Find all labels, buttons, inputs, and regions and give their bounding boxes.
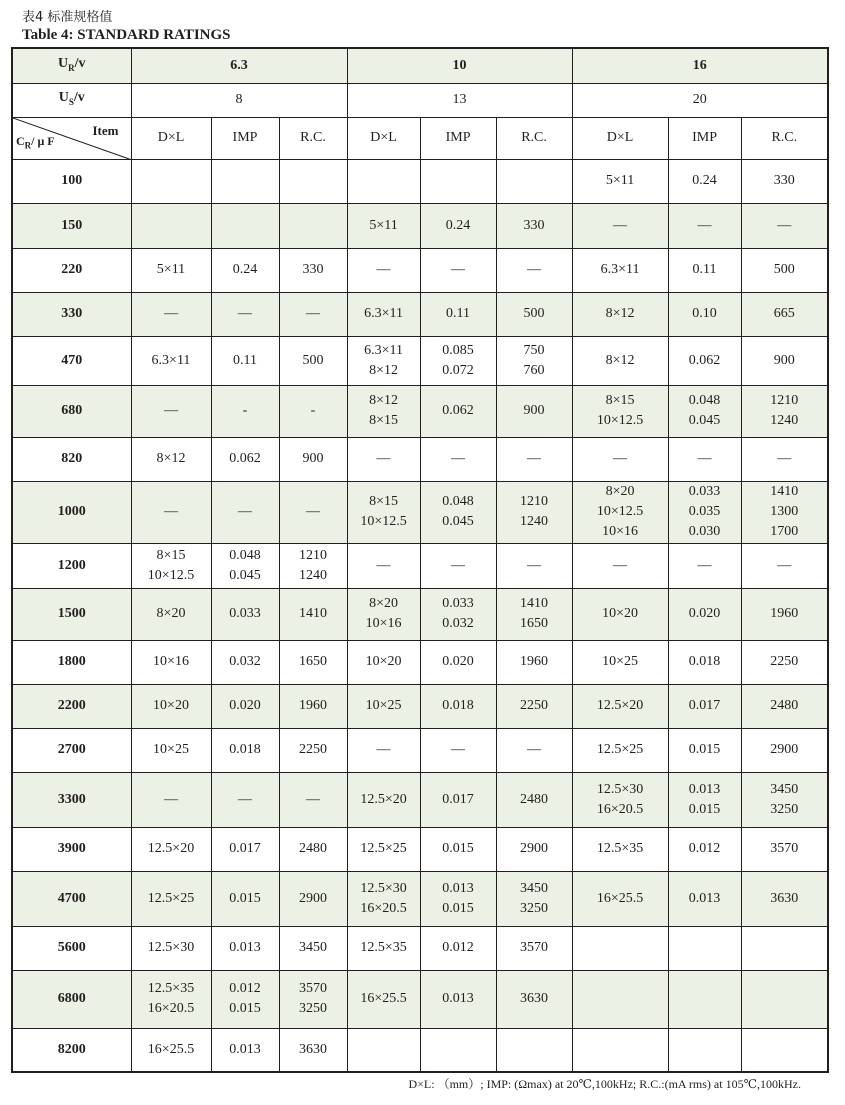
cell-imp-3: 0.013 0.015	[668, 772, 741, 827]
cell-imp-3	[668, 926, 741, 970]
cell-rc-3	[741, 970, 828, 1028]
cell-dxl-3: 10×25	[572, 640, 668, 684]
cell-imp-2: 0.033 0.032	[420, 588, 496, 640]
cell-imp-3: 0.11	[668, 248, 741, 292]
capacitance-value: 470	[12, 336, 131, 385]
cell-imp-2: —	[420, 543, 496, 588]
cell-dxl-2: —	[347, 248, 420, 292]
capacitance-value: 8200	[12, 1028, 131, 1072]
us-label: $U_S/v$	[12, 83, 131, 117]
cell-rc-3: 2250	[741, 640, 828, 684]
cell-rc-1	[279, 159, 347, 203]
col-rc-2: R.C.	[496, 117, 572, 159]
cell-imp-1: —	[211, 481, 279, 543]
cell-dxl-3: —	[572, 543, 668, 588]
table-row	[12, 827, 828, 871]
surge-voltage-row	[12, 83, 828, 117]
cell-rc-2: 900	[496, 385, 572, 437]
cell-imp-3: —	[668, 543, 741, 588]
cell-imp-1	[211, 159, 279, 203]
capacitance-value: 820	[12, 437, 131, 481]
cell-dxl-1: 10×16	[131, 640, 211, 684]
cell-dxl-1: 8×20	[131, 588, 211, 640]
table-row	[12, 926, 828, 970]
cell-dxl-3: 8×15 10×12.5	[572, 385, 668, 437]
cell-dxl-2: —	[347, 543, 420, 588]
cell-rc-2: 3450 3250	[496, 871, 572, 926]
cell-dxl-3: 16×25.5	[572, 871, 668, 926]
cell-rc-3: 1210 1240	[741, 385, 828, 437]
cell-dxl-1: —	[131, 385, 211, 437]
cell-dxl-3: 5×11	[572, 159, 668, 203]
cell-rc-3: 330	[741, 159, 828, 203]
table-row	[12, 437, 828, 481]
col-rc-1: R.C.	[279, 117, 347, 159]
cell-imp-2: 0.24	[420, 203, 496, 248]
cell-dxl-1: 12.5×20	[131, 827, 211, 871]
table-row	[12, 543, 828, 588]
table-row	[12, 1028, 828, 1072]
cell-rc-3	[741, 926, 828, 970]
cell-imp-3: —	[668, 437, 741, 481]
cell-rc-3: —	[741, 437, 828, 481]
capacitance-value: 1000	[12, 481, 131, 543]
cell-rc-3: 900	[741, 336, 828, 385]
caption-english: Table 4: STANDARD RATINGS	[22, 27, 231, 43]
cell-imp-1: 0.24	[211, 248, 279, 292]
cell-dxl-2: 12.5×25	[347, 827, 420, 871]
cell-imp-1: -	[211, 385, 279, 437]
cell-rc-2: 2900	[496, 827, 572, 871]
cell-imp-3: 0.020	[668, 588, 741, 640]
cell-imp-2: —	[420, 728, 496, 772]
cell-rc-3: 1960	[741, 588, 828, 640]
capacitance-value: 3900	[12, 827, 131, 871]
cell-imp-1: 0.012 0.015	[211, 970, 279, 1028]
cell-rc-3: 665	[741, 292, 828, 336]
cell-rc-1: 1960	[279, 684, 347, 728]
cell-rc-1: 1410	[279, 588, 347, 640]
cell-dxl-2: 12.5×35	[347, 926, 420, 970]
col-imp-3: IMP	[668, 117, 741, 159]
cell-imp-1: 0.11	[211, 336, 279, 385]
cell-dxl-3: 10×20	[572, 588, 668, 640]
cell-imp-2: 0.013	[420, 970, 496, 1028]
cell-dxl-3	[572, 1028, 668, 1072]
cell-imp-3: 0.10	[668, 292, 741, 336]
cell-rc-2: 750 760	[496, 336, 572, 385]
cell-dxl-1: 8×15 10×12.5	[131, 543, 211, 588]
footnote: D×L: （mm）; IMP: (Ωmax) at 20℃,100kHz; R.C.:(mA rms) at 105℃,100kHz.	[408, 1077, 801, 1091]
cell-dxl-3: 12.5×20	[572, 684, 668, 728]
cell-rc-2: 3570	[496, 926, 572, 970]
cell-dxl-1: —	[131, 772, 211, 827]
cell-imp-1: —	[211, 292, 279, 336]
capacitance-value: 1200	[12, 543, 131, 588]
cell-dxl-3: 12.5×30 16×20.5	[572, 772, 668, 827]
cell-dxl-1: 10×20	[131, 684, 211, 728]
cell-imp-2: 0.11	[420, 292, 496, 336]
cell-rc-3: 500	[741, 248, 828, 292]
cell-rc-1: -	[279, 385, 347, 437]
cell-rc-1	[279, 203, 347, 248]
cell-imp-1: —	[211, 772, 279, 827]
cell-rc-1: 3450	[279, 926, 347, 970]
cell-imp-1: 0.018	[211, 728, 279, 772]
cell-dxl-3: —	[572, 437, 668, 481]
us-value-3: 20	[572, 83, 828, 117]
cell-dxl-2: 8×15 10×12.5	[347, 481, 420, 543]
cell-rc-2: 500	[496, 292, 572, 336]
table-row	[12, 385, 828, 437]
table-row	[12, 772, 828, 827]
cell-dxl-3: 8×12	[572, 336, 668, 385]
cell-rc-3	[741, 1028, 828, 1072]
cell-rc-3: 3630	[741, 871, 828, 926]
cell-rc-1: —	[279, 292, 347, 336]
cell-dxl-2	[347, 1028, 420, 1072]
col-dxl-1: D×L	[131, 117, 211, 159]
cell-dxl-2: 12.5×20	[347, 772, 420, 827]
cell-dxl-1: 10×25	[131, 728, 211, 772]
cell-imp-2: 0.062	[420, 385, 496, 437]
cell-dxl-1	[131, 203, 211, 248]
cell-rc-2	[496, 1028, 572, 1072]
cell-rc-3: 2900	[741, 728, 828, 772]
capacitance-value: 4700	[12, 871, 131, 926]
cell-dxl-2: 8×12 8×15	[347, 385, 420, 437]
cell-rc-2: 330	[496, 203, 572, 248]
cell-imp-3: 0.033 0.035 0.030	[668, 481, 741, 543]
cell-rc-3: 3450 3250	[741, 772, 828, 827]
cell-imp-3: 0.017	[668, 684, 741, 728]
cell-dxl-1: 12.5×30	[131, 926, 211, 970]
capacitance-value: 1800	[12, 640, 131, 684]
table-row	[12, 588, 828, 640]
cell-imp-2: 0.012	[420, 926, 496, 970]
cell-dxl-3: 12.5×25	[572, 728, 668, 772]
cr-label: $C_R/$ μ F	[16, 134, 55, 151]
cell-rc-1: 2480	[279, 827, 347, 871]
capacitance-value: 680	[12, 385, 131, 437]
cell-rc-3: 1410 1300 1700	[741, 481, 828, 543]
cell-rc-3: —	[741, 203, 828, 248]
cell-dxl-2	[347, 159, 420, 203]
cell-rc-1: 330	[279, 248, 347, 292]
cell-dxl-3: —	[572, 203, 668, 248]
cell-imp-3	[668, 970, 741, 1028]
cell-dxl-1: 6.3×11	[131, 336, 211, 385]
ur-value-1: 6.3	[131, 48, 347, 83]
capacitance-value: 220	[12, 248, 131, 292]
cell-dxl-1: —	[131, 481, 211, 543]
cell-rc-2: 1410 1650	[496, 588, 572, 640]
cell-rc-2: 1210 1240	[496, 481, 572, 543]
capacitance-value: 2200	[12, 684, 131, 728]
cell-imp-3: 0.013	[668, 871, 741, 926]
cell-imp-2	[420, 1028, 496, 1072]
cell-rc-1: —	[279, 481, 347, 543]
cell-rc-1: —	[279, 772, 347, 827]
cell-dxl-3	[572, 926, 668, 970]
cell-rc-2: —	[496, 543, 572, 588]
cell-rc-3: —	[741, 543, 828, 588]
cell-imp-2: 0.017	[420, 772, 496, 827]
cell-imp-2: —	[420, 248, 496, 292]
table-row	[12, 970, 828, 1028]
cell-dxl-2: —	[347, 437, 420, 481]
cell-imp-1: 0.017	[211, 827, 279, 871]
cell-dxl-2: 6.3×11	[347, 292, 420, 336]
table-row	[12, 159, 828, 203]
us-value-1: 8	[131, 83, 347, 117]
cell-imp-1: 0.020	[211, 684, 279, 728]
col-imp-1: IMP	[211, 117, 279, 159]
cell-imp-3: —	[668, 203, 741, 248]
table-row	[12, 481, 828, 543]
cell-rc-2: —	[496, 437, 572, 481]
ur-value-3: 16	[572, 48, 828, 83]
cell-imp-1: 0.033	[211, 588, 279, 640]
cell-dxl-2: 16×25.5	[347, 970, 420, 1028]
cell-imp-1: 0.013	[211, 1028, 279, 1072]
cell-dxl-3: 6.3×11	[572, 248, 668, 292]
standard-ratings-table	[11, 47, 829, 1073]
cell-dxl-2: 6.3×11 8×12	[347, 336, 420, 385]
cell-dxl-1: 12.5×25	[131, 871, 211, 926]
cell-rc-2: 2250	[496, 684, 572, 728]
table-row	[12, 203, 828, 248]
cell-dxl-1: 12.5×35 16×20.5	[131, 970, 211, 1028]
item-header-row	[12, 117, 828, 159]
capacitance-value: 2700	[12, 728, 131, 772]
cell-dxl-1: —	[131, 292, 211, 336]
table-row	[12, 336, 828, 385]
ur-value-2: 10	[347, 48, 572, 83]
cell-imp-1	[211, 203, 279, 248]
table-row	[12, 728, 828, 772]
cell-rc-1: 900	[279, 437, 347, 481]
table-row	[12, 871, 828, 926]
cell-dxl-2: 8×20 10×16	[347, 588, 420, 640]
cell-imp-2	[420, 159, 496, 203]
cell-rc-2: —	[496, 248, 572, 292]
cell-dxl-3: 8×20 10×12.5 10×16	[572, 481, 668, 543]
cell-rc-1: 3630	[279, 1028, 347, 1072]
cell-rc-3: 2480	[741, 684, 828, 728]
capacitance-value: 330	[12, 292, 131, 336]
cell-imp-1: 0.048 0.045	[211, 543, 279, 588]
ur-label: $U_R/v$	[12, 48, 131, 83]
cell-rc-3: 3570	[741, 827, 828, 871]
cell-dxl-1: 16×25.5	[131, 1028, 211, 1072]
cell-imp-2: 0.085 0.072	[420, 336, 496, 385]
col-dxl-2: D×L	[347, 117, 420, 159]
cell-rc-1: 500	[279, 336, 347, 385]
cell-rc-2: 2480	[496, 772, 572, 827]
cell-imp-3: 0.24	[668, 159, 741, 203]
capacitance-value: 3300	[12, 772, 131, 827]
cell-imp-1: 0.062	[211, 437, 279, 481]
item-label: Item	[92, 122, 119, 138]
item-capacitance-corner	[12, 117, 131, 159]
cell-rc-1: 2250	[279, 728, 347, 772]
cell-dxl-3	[572, 970, 668, 1028]
cell-rc-2	[496, 159, 572, 203]
cell-imp-1: 0.015	[211, 871, 279, 926]
cell-dxl-1: 8×12	[131, 437, 211, 481]
cell-dxl-2: 10×20	[347, 640, 420, 684]
cell-dxl-1: 5×11	[131, 248, 211, 292]
capacitance-value: 150	[12, 203, 131, 248]
cell-imp-3: 0.012	[668, 827, 741, 871]
cell-imp-2: 0.015	[420, 827, 496, 871]
cell-rc-2: 3630	[496, 970, 572, 1028]
cell-imp-2: 0.013 0.015	[420, 871, 496, 926]
capacitance-value: 5600	[12, 926, 131, 970]
cell-imp-2: —	[420, 437, 496, 481]
cell-imp-2: 0.020	[420, 640, 496, 684]
col-rc-3: R.C.	[741, 117, 828, 159]
cell-imp-3	[668, 1028, 741, 1072]
cell-imp-3: 0.015	[668, 728, 741, 772]
capacitance-value: 1500	[12, 588, 131, 640]
cell-imp-1: 0.013	[211, 926, 279, 970]
table-row	[12, 684, 828, 728]
table-row	[12, 640, 828, 684]
cell-rc-2: 1960	[496, 640, 572, 684]
cell-dxl-3: 12.5×35	[572, 827, 668, 871]
cell-dxl-1	[131, 159, 211, 203]
cell-imp-2: 0.018	[420, 684, 496, 728]
cell-rc-1: 1650	[279, 640, 347, 684]
table-row	[12, 292, 828, 336]
cell-dxl-2: 10×25	[347, 684, 420, 728]
cell-imp-1: 0.032	[211, 640, 279, 684]
cell-imp-3: 0.048 0.045	[668, 385, 741, 437]
capacitance-value: 100	[12, 159, 131, 203]
cell-dxl-3: 8×12	[572, 292, 668, 336]
cell-dxl-2: 12.5×30 16×20.5	[347, 871, 420, 926]
cell-dxl-2: —	[347, 728, 420, 772]
cell-imp-3: 0.062	[668, 336, 741, 385]
cell-rc-1: 1210 1240	[279, 543, 347, 588]
cell-dxl-2: 5×11	[347, 203, 420, 248]
col-imp-2: IMP	[420, 117, 496, 159]
cell-rc-1: 3570 3250	[279, 970, 347, 1028]
cell-rc-1: 2900	[279, 871, 347, 926]
cell-rc-2: —	[496, 728, 572, 772]
cell-imp-3: 0.018	[668, 640, 741, 684]
table-row	[12, 248, 828, 292]
rated-voltage-row	[12, 48, 828, 83]
us-value-2: 13	[347, 83, 572, 117]
capacitance-value: 6800	[12, 970, 131, 1028]
caption-chinese: 表4 标准规格值	[22, 10, 113, 25]
col-dxl-3: D×L	[572, 117, 668, 159]
cell-imp-2: 0.048 0.045	[420, 481, 496, 543]
